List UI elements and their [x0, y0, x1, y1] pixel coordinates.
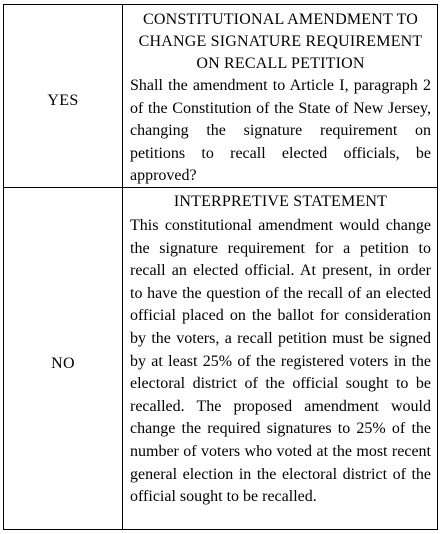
statement-text: This constitutional amendment would change the signature requirement for a petition to recall an elected official. At present, in order to have the question of the recall of an elected official placed on the ballot for consideration by the voters, a recall petition must be signed by at least 25% of the registered voters in the electoral district of the official sought to be recalled. The proposed amendment would change the required signatures to 25% of the number of voters who voted at the most recent general election in the electoral district of the official sought to be recalled.	[130, 217, 431, 506]
interpretive-statement-cell	[123, 188, 437, 529]
question-title: CONSTITUTIONAL AMENDMENT TO CHANGE SIGNATURE REQUIREMENT ON RECALL PETITION	[138, 11, 423, 72]
statement-title: INTERPRETIVE STATEMENT	[173, 193, 388, 210]
no-label: NO	[51, 354, 75, 372]
question-cell	[123, 5, 437, 188]
yes-cell	[4, 5, 123, 188]
no-cell	[4, 188, 123, 529]
ballot-question-table	[3, 4, 438, 530]
yes-label: YES	[47, 92, 79, 109]
question-text: Shall the amendment to Article I, paragraph 2 of the Constitution of the State of New Jersey, changing the signature requirement on petitions to recall elected officials, be approved?	[130, 77, 431, 185]
